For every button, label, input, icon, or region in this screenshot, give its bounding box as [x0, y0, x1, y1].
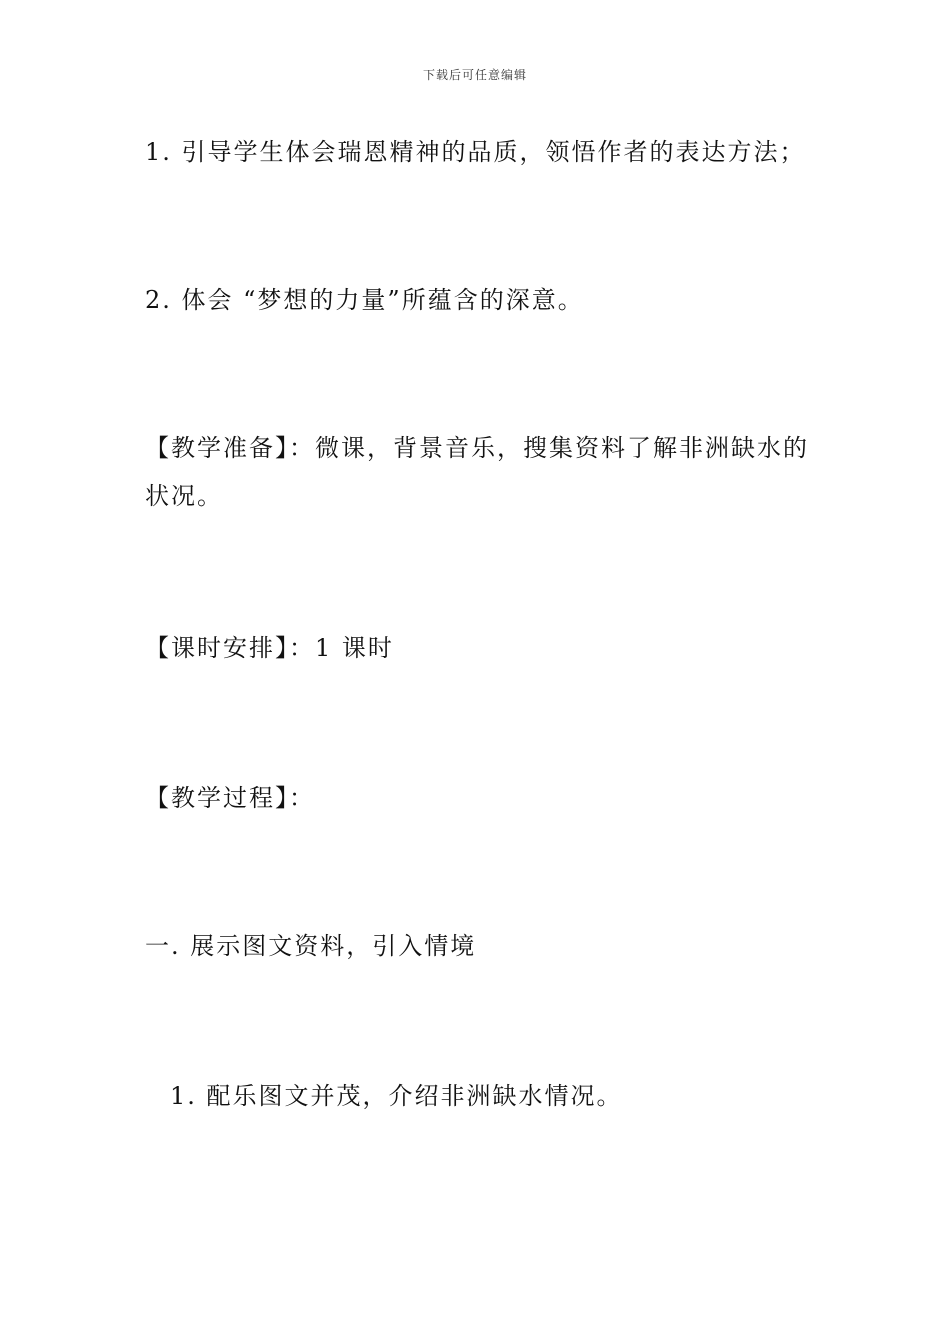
objective-2: 2. 体会 “梦想的力量”所蕴含的深意。 [145, 286, 584, 314]
lesson-schedule: 【课时安排】：1 课时 [145, 634, 394, 662]
teaching-process-heading: 【教学过程】： [145, 784, 315, 812]
step-1: 1. 配乐图文并茂，介绍非洲缺水情况。 [170, 1082, 623, 1110]
objective-1: 1. 引导学生体会瑞恩精神的品质，领悟作者的表达方法； [145, 138, 806, 166]
section-heading-1: 一. 展示图文资料，引入情境 [145, 932, 477, 960]
page-header: 下载后可任意编辑 [422, 68, 527, 82]
teaching-preparation: 【教学准备】：微课，背景音乐，搜集资料了解非洲缺水的状况。 [145, 434, 809, 510]
